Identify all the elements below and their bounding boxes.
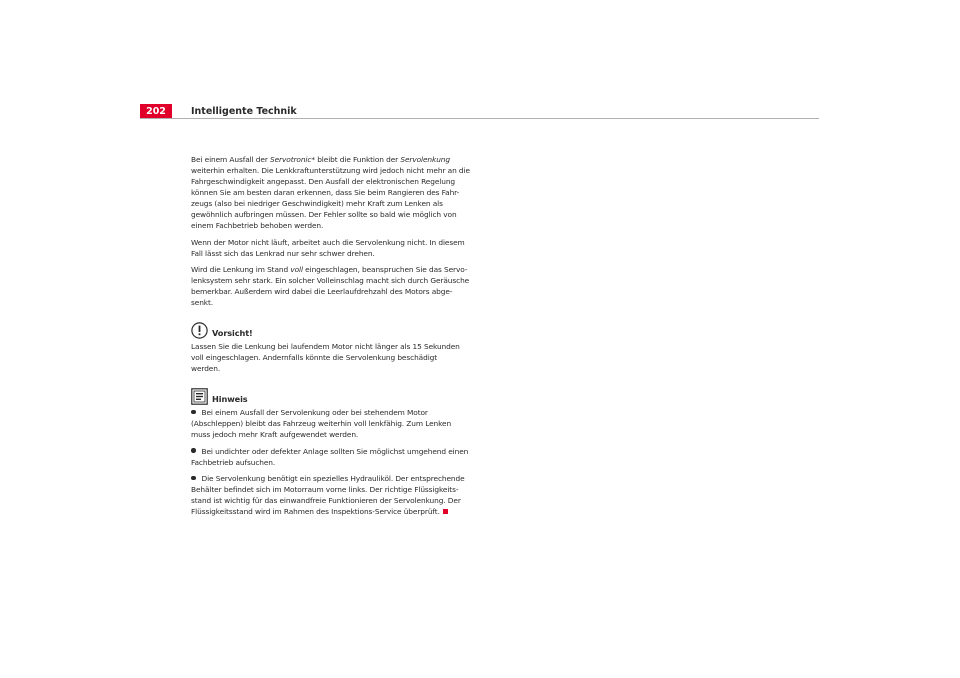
text-line: gewöhnlich aufbringen müssen. Der Fehler sollte so bald wie möglich von bbox=[191, 210, 457, 219]
text-line: Bei einem Ausfall der Servolenkung oder bei stehendem Motor bbox=[191, 407, 469, 418]
caution-heading bbox=[191, 322, 469, 339]
text-line: Fachbetrieb aufsuchen. bbox=[191, 457, 276, 467]
text-line: zeugs (also bei niedriger Geschwindigkeit) mehr Kraft zum Lenken als bbox=[191, 199, 443, 208]
text-line: werden. bbox=[191, 364, 221, 373]
caution-text bbox=[191, 341, 469, 374]
note-bullet-oil bbox=[191, 473, 469, 517]
note-bullet-towing bbox=[191, 407, 469, 440]
text-line: muss jedoch mehr Kraft aufgewendet werden. bbox=[191, 430, 359, 439]
note-bullet-leak bbox=[191, 446, 469, 468]
text-line: einem Fachbetrieb behoben werden. bbox=[191, 221, 324, 230]
text-line: (Abschleppen) bleibt das Fahrzeug weiterhin voll lenkfähig. Zum Lenken bbox=[191, 419, 452, 428]
text-line: Fall lässt sich das Lenkrad nur sehr schwer drehen. bbox=[191, 248, 375, 258]
bullet-icon bbox=[191, 410, 196, 415]
page-number-badge bbox=[140, 104, 172, 119]
text-line: Behälter befindet sich im Motorraum vorne links. Der richtige Flüssigkeits- bbox=[191, 485, 459, 494]
bullet-icon bbox=[191, 476, 196, 481]
text-line: lenksystem sehr stark. Ein solcher Volleinschlag macht sich durch Geräusche bbox=[191, 276, 470, 285]
note-heading bbox=[191, 388, 469, 405]
warning-icon bbox=[191, 322, 208, 339]
text-line: Bei undichter oder defekter Anlage sollten Sie möglichst umgehend einen bbox=[191, 446, 469, 457]
text-line: Fahrgeschwindigkeit angepasst. Den Ausfall der elektronischen Regelung bbox=[191, 177, 455, 186]
text-line: senkt. bbox=[191, 298, 214, 307]
text-line: stand ist wichtig für das einwandfreie Funktionieren der Servolenkung. Der bbox=[191, 496, 461, 505]
text-line: Flüssigkeitsstand wird im Rahmen des Inspektions-Service überprüft. bbox=[191, 506, 469, 517]
text-line: Die Servolenkung benötigt ein spezielles Hydrauliköl. Der entsprechende bbox=[191, 473, 469, 484]
text-line: können Sie am besten daran erkennen, dass Sie beim Rangieren des Fahr- bbox=[191, 188, 460, 197]
text-line: Wird die Lenkung im Stand voll eingeschlagen, beanspruchen Sie das Servo- bbox=[191, 265, 468, 274]
paragraph-full-lock bbox=[191, 264, 469, 308]
note-icon bbox=[191, 388, 208, 405]
text-line: Lassen Sie die Lenkung bei laufendem Motor nicht länger als 15 Sekunden bbox=[191, 342, 460, 351]
text-line: voll eingeschlagen. Andernfalls könnte die Servolenkung beschädigt bbox=[191, 353, 438, 362]
paragraph-servotronic bbox=[191, 154, 469, 231]
text-line: Bei einem Ausfall der Servotronic* bleibt die Funktion der Servolenkung bbox=[191, 155, 450, 164]
header-rule bbox=[140, 118, 819, 119]
caution-title: Vorsicht! bbox=[212, 328, 253, 338]
note-title: Hinweis bbox=[212, 394, 248, 404]
paragraph-engine-off bbox=[191, 237, 469, 259]
end-of-section-icon bbox=[443, 509, 448, 514]
page-number: 202 bbox=[146, 106, 166, 117]
text-line: Wenn der Motor nicht läuft, arbeitet auch die Servolenkung nicht. In diesem bbox=[191, 237, 465, 247]
bullet-icon bbox=[191, 448, 196, 453]
running-title: Intelligente Technik bbox=[191, 106, 297, 117]
text-line: weiterhin erhalten. Die Lenkkraftunterstützung wird jedoch nicht mehr an die bbox=[191, 166, 470, 175]
text-line: bemerkbar. Außerdem wird dabei die Leerlaufdrehzahl des Motors abge- bbox=[191, 287, 453, 296]
main-content bbox=[191, 154, 469, 523]
